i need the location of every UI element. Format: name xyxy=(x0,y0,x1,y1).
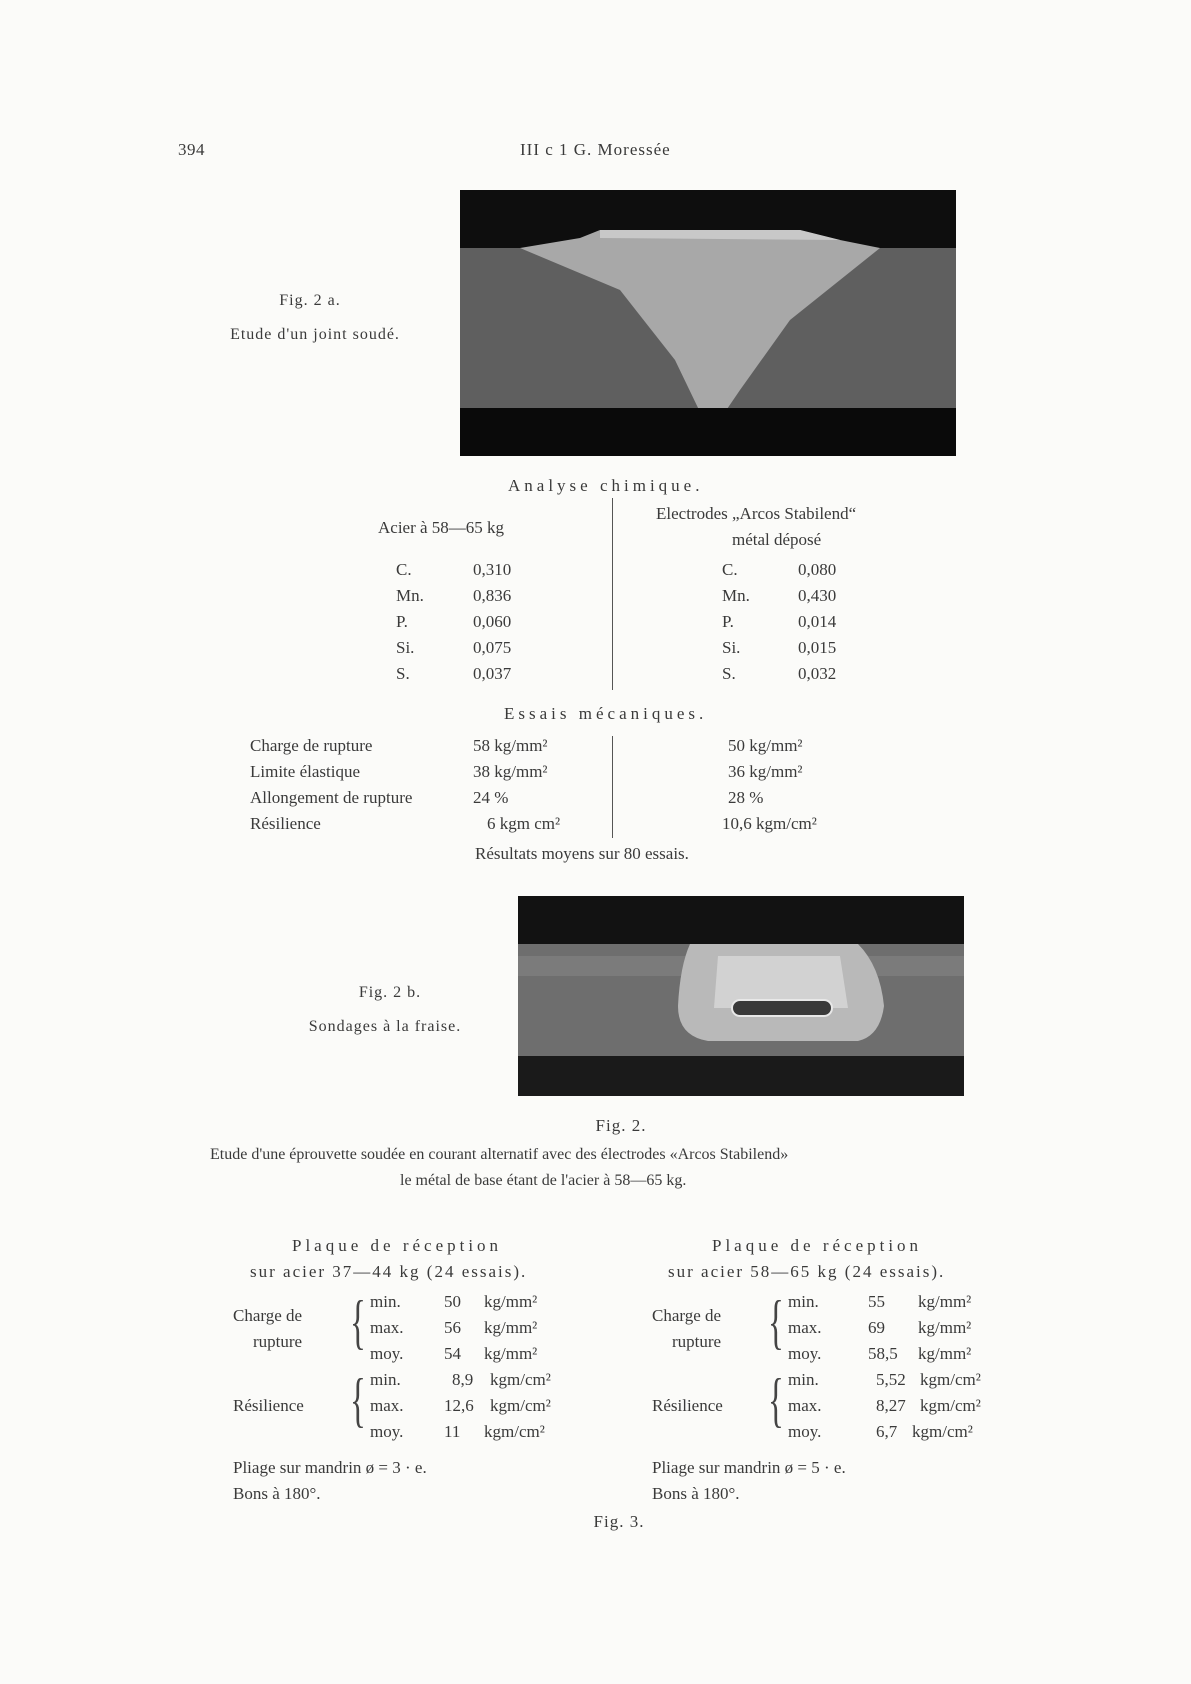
analyse-right-el: Mn. xyxy=(722,586,750,605)
plaque-right-title: Plaque de réception xyxy=(712,1236,923,1255)
plaque-left-resilience-key: min. xyxy=(370,1370,401,1389)
plaque-right-resilience-unit: kgm/cm² xyxy=(920,1396,981,1415)
plaque-right-charge-unit: kg/mm² xyxy=(918,1344,972,1363)
plaque-left-resilience-unit: kgm/cm² xyxy=(490,1396,551,1415)
plaque-left-resilience-label: Résilience xyxy=(233,1396,304,1415)
plaque-left-bons: Bons à 180°. xyxy=(233,1484,321,1503)
plaque-right-pliage: Pliage sur mandrin ø = 5 · e. xyxy=(652,1458,846,1477)
plaque-left-resilience-val: 12,6 xyxy=(444,1396,474,1415)
fig2-caption-2: le métal de base étant de l'acier à 58—65 kg. xyxy=(400,1172,687,1189)
brace-icon: { xyxy=(350,1367,366,1433)
essais-divider xyxy=(612,736,613,838)
plaque-left-charge-label-2: rupture xyxy=(253,1332,303,1351)
essais-label: Allongement de rupture xyxy=(250,788,413,807)
plaque-right-bons: Bons à 180°. xyxy=(652,1484,740,1503)
plaque-right-charge-key: max. xyxy=(788,1318,822,1337)
analyse-left-el: S. xyxy=(396,664,410,683)
plaque-left-charge-val: 50 xyxy=(444,1292,461,1311)
brace-icon: { xyxy=(768,1367,784,1433)
essais-footnote: Résultats moyens sur 80 essais. xyxy=(475,844,689,863)
plaque-right-charge-key: min. xyxy=(788,1292,819,1311)
plaque-left-charge-val: 56 xyxy=(444,1318,461,1337)
analyse-right-val: 0,080 xyxy=(798,560,837,579)
plaque-right-subtitle: sur acier 58—65 kg (24 essais). xyxy=(668,1262,946,1281)
plaque-right-resilience-unit: kgm/cm² xyxy=(912,1422,973,1441)
plaque-right-charge-val: 69 xyxy=(868,1318,885,1337)
analyse-left-val: 0,075 xyxy=(473,638,512,657)
analyse-left-val: 0,836 xyxy=(473,586,512,605)
plaque-right-resilience-val: 6,7 xyxy=(876,1422,898,1441)
plaque-right-resilience-val: 8,27 xyxy=(876,1396,906,1415)
essais-right: 28 % xyxy=(728,788,764,807)
analyse-left-el: Mn. xyxy=(396,586,424,605)
analyse-right-el: C. xyxy=(722,560,738,579)
fig2b-label: Fig. 2 b. xyxy=(358,984,422,1001)
plaque-right-resilience-label: Résilience xyxy=(652,1396,723,1415)
running-head: III c 1 G. Moressée xyxy=(520,140,671,159)
plaque-left-resilience-val: 8,9 xyxy=(452,1370,474,1389)
essais-right: 50 kg/mm² xyxy=(728,736,803,755)
plaque-left-resilience-key: moy. xyxy=(370,1422,404,1441)
plaque-right-resilience-key: moy. xyxy=(788,1422,822,1441)
essais-title: Essais mécaniques. xyxy=(504,704,708,723)
plaque-left-pliage: Pliage sur mandrin ø = 3 · e. xyxy=(233,1458,427,1477)
fig2-caption-1: Etude d'une éprouvette soudée en courant alternatif avec des électrodes «Arcos Stabilend» xyxy=(210,1146,789,1163)
plaque-right-charge-label-1: Charge de xyxy=(652,1306,722,1325)
plaque-left-charge-label-1: Charge de xyxy=(233,1306,303,1325)
plaque-left-charge-unit: kg/mm² xyxy=(484,1318,538,1337)
plaque-left-charge-key: moy. xyxy=(370,1344,404,1363)
milling-probe-photo xyxy=(518,896,964,1096)
analyse-right-val: 0,014 xyxy=(798,612,837,631)
analyse-right-val: 0,015 xyxy=(798,638,837,657)
analyse-right-val: 0,032 xyxy=(798,664,837,683)
analyse-divider xyxy=(612,498,613,690)
plaque-left-charge-key: min. xyxy=(370,1292,401,1311)
essais-left: 6 kgm cm² xyxy=(487,814,561,833)
analyse-right-el: S. xyxy=(722,664,736,683)
plaque-right-charge-key: moy. xyxy=(788,1344,822,1363)
analyse-right-el: Si. xyxy=(722,638,741,657)
brace-icon: { xyxy=(768,1289,784,1355)
essais-label: Résilience xyxy=(250,814,321,833)
plaque-left-resilience-val: 11 xyxy=(444,1422,461,1441)
analyse-left-el: Si. xyxy=(396,638,415,657)
fig2a-caption: Etude d'un joint soudé. xyxy=(230,326,400,343)
plaque-right-charge-unit: kg/mm² xyxy=(918,1318,972,1337)
plaque-left-charge-unit: kg/mm² xyxy=(484,1344,538,1363)
analyse-left-el: P. xyxy=(396,612,408,631)
analyse-right-el: P. xyxy=(722,612,734,631)
analyse-left-val: 0,060 xyxy=(473,612,512,631)
weld-cross-section-photo xyxy=(460,190,956,456)
analyse-left-val: 0,037 xyxy=(473,664,512,683)
fig2a-label: Fig. 2 a. xyxy=(279,292,341,309)
essais-label: Limite élastique xyxy=(250,762,360,781)
plaque-right-charge-val: 55 xyxy=(868,1292,885,1311)
plaque-right-resilience-key: min. xyxy=(788,1370,819,1389)
fig2b-caption: Sondages à la fraise. xyxy=(308,1018,462,1035)
plaque-left-subtitle: sur acier 37—44 kg (24 essais). xyxy=(250,1262,528,1281)
analyse-left-el: C. xyxy=(396,560,412,579)
analyse-left-head: Acier à 58—65 kg xyxy=(378,518,505,537)
essais-left: 38 kg/mm² xyxy=(473,762,548,781)
fig3-label: Fig. 3. xyxy=(593,1512,645,1531)
plaque-right-resilience-val: 5,52 xyxy=(876,1370,906,1389)
plaque-right-charge-unit: kg/mm² xyxy=(918,1292,972,1311)
plaque-left-resilience-key: max. xyxy=(370,1396,404,1415)
plaque-left-charge-unit: kg/mm² xyxy=(484,1292,538,1311)
analyse-left-val: 0,310 xyxy=(473,560,512,579)
essais-left: 24 % xyxy=(473,788,509,807)
plaque-left-resilience-unit: kgm/cm² xyxy=(490,1370,551,1389)
plaque-left-charge-val: 54 xyxy=(444,1344,461,1363)
analyse-right-val: 0,430 xyxy=(798,586,837,605)
analyse-right-head-2: métal déposé xyxy=(732,530,822,549)
plaque-left-title: Plaque de réception xyxy=(292,1236,503,1255)
brace-icon: { xyxy=(350,1289,366,1355)
plaque-right-charge-val: 58,5 xyxy=(868,1344,898,1363)
plaque-left-charge-key: max. xyxy=(370,1318,404,1337)
page-number: 394 xyxy=(178,140,205,159)
plaque-right-charge-label-2: rupture xyxy=(672,1332,722,1351)
essais-left: 58 kg/mm² xyxy=(473,736,548,755)
analyse-right-head-1: Electrodes „Arcos Stabilend“ xyxy=(656,504,857,523)
plaque-right-resilience-key: max. xyxy=(788,1396,822,1415)
plaque-right-resilience-unit: kgm/cm² xyxy=(920,1370,981,1389)
essais-label: Charge de rupture xyxy=(250,736,373,755)
essais-right: 10,6 kgm/cm² xyxy=(722,814,817,833)
fig2-label: Fig. 2. xyxy=(595,1116,647,1135)
essais-right: 36 kg/mm² xyxy=(728,762,803,781)
plaque-left-resilience-unit: kgm/cm² xyxy=(484,1422,545,1441)
analyse-title: Analyse chimique. xyxy=(508,476,704,495)
